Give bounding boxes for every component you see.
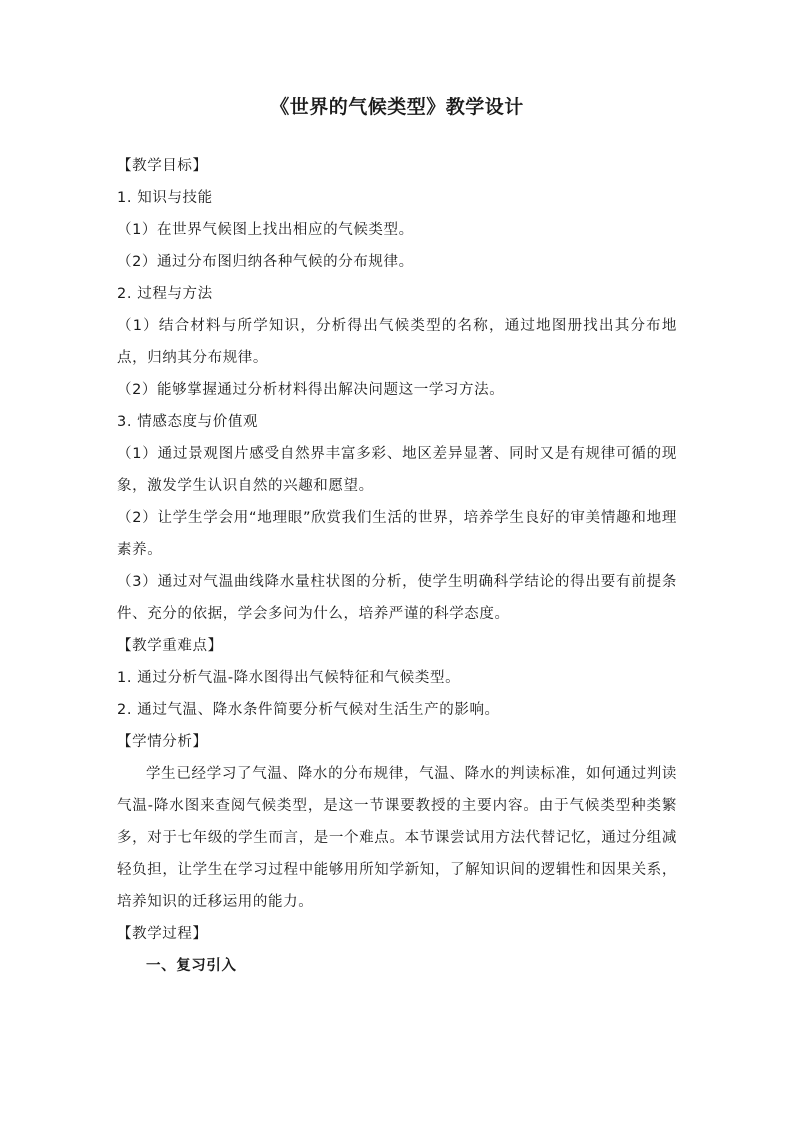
difficulty-item-1: 1. 通过分析气温-降水图得出气候特征和气候类型。: [117, 670, 461, 686]
document-title: 《世界的气候类型》教学设计: [270, 96, 524, 118]
section-header-student-analysis: 【学情分析】: [117, 734, 208, 750]
subheading-emotion-values: 3. 情感态度与价值观: [117, 414, 259, 430]
subheading-process-method: 2. 过程与方法: [117, 286, 213, 302]
process-item-2: （2）能够掌握通过分析材料得出解决问题这一学习方法。: [117, 382, 505, 398]
student-analysis-paragraph: 学生已经学习了气温、降水的分布规律，气温、降水的判读标准，如何通过判读气温-降水图来查阅气候类型，是这一节课要教授的主要内容。由于气候类型种类繁多，对于七年级的学生而言，是一个难点。本节课尝试用方法代替记忆，通过分组减轻负担，让学生在学习过程中能够用所知学新知，了解知识间的逻辑性和因果关系，培养知识的迁移运用的能力。: [117, 766, 677, 910]
teaching-step-1: 一、复习引入: [146, 958, 237, 974]
knowledge-item-2: （2）通过分布图归纳各种气候的分布规律。: [117, 254, 414, 270]
difficulty-item-2: 2. 通过气温、降水条件简要分析气候对生活生产的影响。: [117, 702, 500, 718]
emotion-item-3: （3）通过对气温曲线降水量柱状图的分析，使学生明确科学结论的得出要有前提条件、充分的依据，学会多问为什么，培养严谨的科学态度。: [117, 574, 677, 622]
emotion-item-2: （2）让学生学会用“地理眼”欣赏我们生活的世界，培养学生良好的审美情趣和地理素养。: [117, 510, 677, 558]
document-body: [117, 150, 677, 982]
section-header-objectives: 【教学目标】: [117, 158, 208, 174]
subheading-knowledge-skills: 1. 知识与技能: [117, 190, 213, 206]
knowledge-item-1: （1）在世界气候图上找出相应的气候类型。: [117, 222, 414, 238]
process-item-1: （1）结合材料与所学知识，分析得出气候类型的名称，通过地图册找出其分布地点，归纳其分布规律。: [117, 318, 677, 366]
emotion-item-1: （1）通过景观图片感受自然界丰富多彩、地区差异显著、同时又是有规律可循的现象，激发学生认识自然的兴趣和愿望。: [117, 446, 677, 494]
section-header-difficulties: 【教学重难点】: [117, 638, 223, 654]
section-header-teaching-process: 【教学过程】: [117, 926, 208, 942]
